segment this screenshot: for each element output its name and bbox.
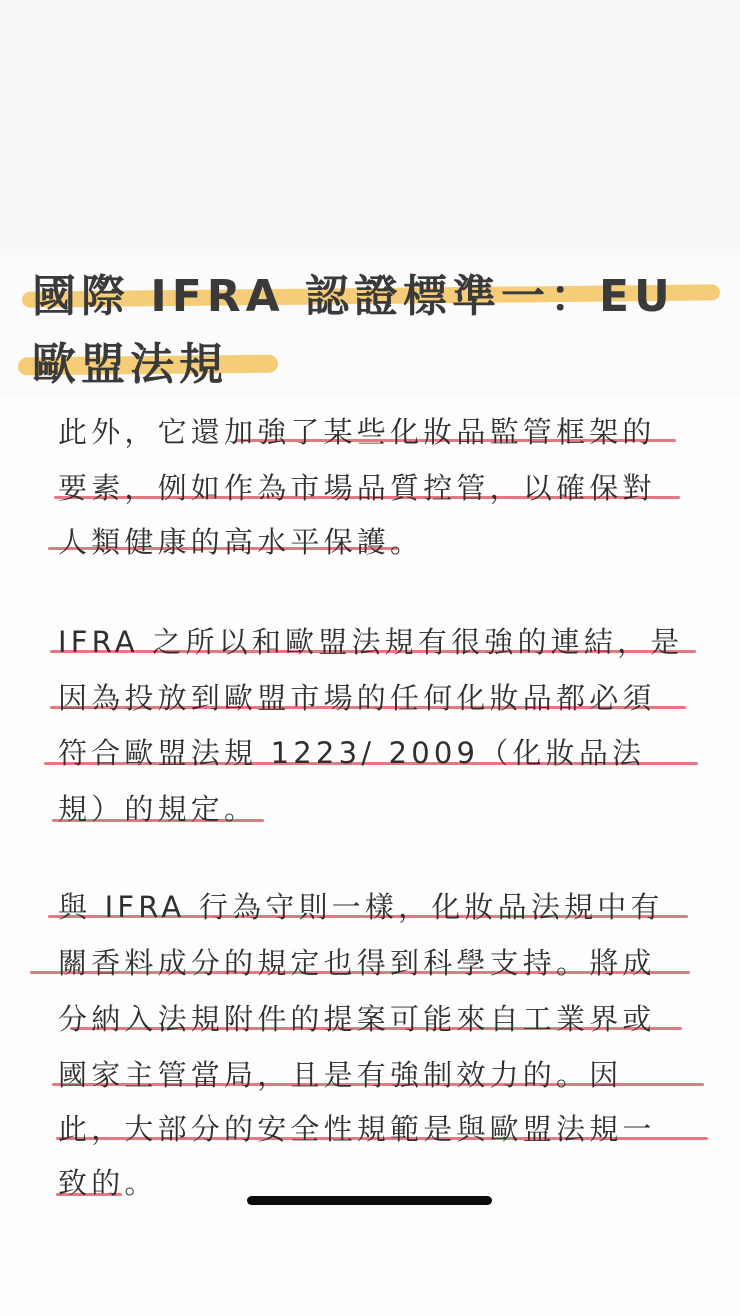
paragraph-3-line-4: 國家主管當局，且是有強制效力的。因 [58,1058,623,1092]
paragraph-2-line-4: 規）的規定。 [58,792,258,826]
top-blank-area [0,0,740,255]
paragraph-3-line-3: 分納入法規附件的提案可能來自工業界或 [58,1002,656,1036]
page-title-line-1: 國際 IFRA 認證標準一：EU [32,271,675,322]
paragraph-1-line-1: 此外，它還加強了某些化妝品監管框架的 [58,415,656,449]
home-indicator[interactable] [247,1196,492,1205]
page-title-line-2: 歐盟法規 [32,339,228,390]
paragraph-2-line-3: 符合歐盟法規 1223/ 2009（化妝品法 [58,736,646,770]
paragraph-3-line-6: 致的。 [58,1166,158,1200]
paragraph-3-line-5: 此，大部分的安全性規範是與歐盟法規一 [58,1112,656,1146]
paragraph-2-line-1: IFRA 之所以和歐盟法規有很強的連結，是 [58,625,684,659]
paragraph-1-line-3: 人類健康的高水平保護。 [58,525,424,559]
paragraph-3-line-1: 與 IFRA 行為守則一樣，化妝品法規中有 [58,890,664,924]
paragraph-1-line-2: 要素，例如作為市場品質控管，以確保對 [58,471,656,505]
paragraph-2-line-2: 因為投放到歐盟市場的任何化妝品都必須 [58,681,656,715]
paragraph-3-line-2: 關香料成分的規定也得到科學支持。將成 [58,946,656,980]
